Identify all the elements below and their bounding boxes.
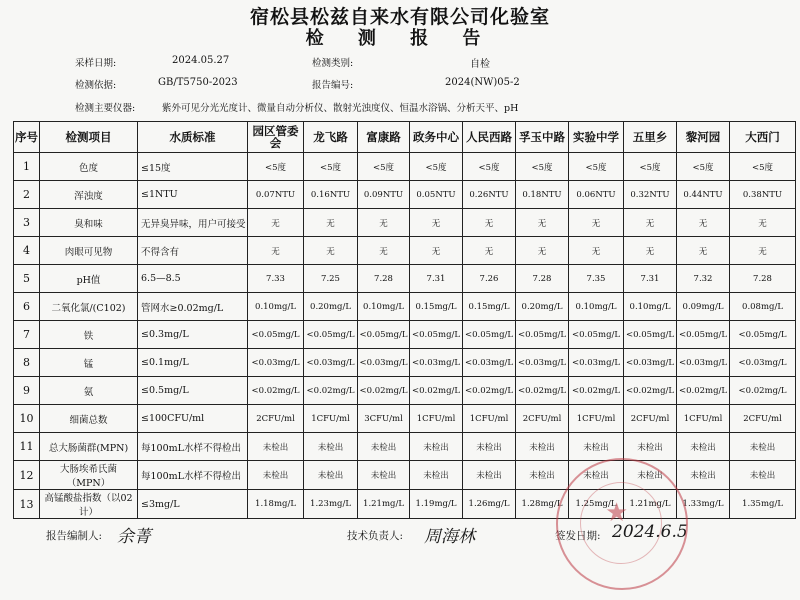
- column-header: 实验中学: [569, 122, 624, 153]
- result-cell: <0.02mg/L: [358, 377, 410, 405]
- test-item: 大肠埃希氏菌（MPN）: [40, 461, 138, 490]
- result-cell: <0.05mg/L: [358, 321, 410, 349]
- standard-value: 不得含有: [138, 237, 248, 265]
- result-cell: 7.26: [463, 265, 516, 293]
- table-row: [14, 209, 796, 237]
- result-cell: 无: [463, 209, 516, 237]
- result-cell: 7.28: [516, 265, 569, 293]
- table-row: [14, 293, 796, 321]
- row-number: 10: [14, 405, 40, 433]
- standard-value: 管网水≥0.02mg/L: [138, 293, 248, 321]
- result-cell: 1.21mg/L: [358, 490, 410, 519]
- result-cell: 1CFU/ml: [463, 405, 516, 433]
- result-cell: 7.25: [304, 265, 358, 293]
- result-cell: 1.35mg/L: [730, 490, 796, 519]
- test-item: 氨: [40, 377, 138, 405]
- standard-value: ≤0.3mg/L: [138, 321, 248, 349]
- results-table: [13, 121, 796, 519]
- report-no-label: 报告编号:: [312, 80, 354, 91]
- result-cell: 0.15mg/L: [463, 293, 516, 321]
- result-cell: 0.06NTU: [569, 181, 624, 209]
- result-cell: 1.25mg/L: [569, 490, 624, 519]
- result-cell: 未检出: [248, 461, 304, 490]
- result-cell: 无: [358, 237, 410, 265]
- result-cell: 未检出: [410, 433, 463, 461]
- test-item: 细菌总数: [40, 405, 138, 433]
- result-cell: 无: [358, 209, 410, 237]
- result-cell: <5度: [463, 153, 516, 181]
- instruments-label: 检测主要仪器:: [75, 103, 136, 114]
- basis-value: GB/T5750-2023: [158, 77, 238, 88]
- standard-value: 无异臭异味，用户可接受: [138, 209, 248, 237]
- column-header: 富康路: [358, 122, 410, 153]
- result-cell: <0.03mg/L: [248, 349, 304, 377]
- standard-value: ≤3mg/L: [138, 490, 248, 519]
- result-cell: <0.05mg/L: [410, 321, 463, 349]
- standard-value: 每100mL水样不得检出: [138, 433, 248, 461]
- result-cell: <0.03mg/L: [463, 349, 516, 377]
- report-no-value: 2024(NW)05-2: [445, 77, 520, 88]
- result-cell: <5度: [304, 153, 358, 181]
- result-cell: <0.03mg/L: [677, 349, 730, 377]
- row-number: 12: [14, 461, 40, 490]
- result-cell: 未检出: [624, 433, 677, 461]
- test-item: pH值: [40, 265, 138, 293]
- result-cell: 未检出: [304, 433, 358, 461]
- result-cell: 0.10mg/L: [358, 293, 410, 321]
- result-cell: 7.33: [248, 265, 304, 293]
- result-cell: 1.18mg/L: [248, 490, 304, 519]
- table-row: [14, 377, 796, 405]
- standard-value: ≤15度: [138, 153, 248, 181]
- result-cell: 未检出: [677, 461, 730, 490]
- result-cell: <0.03mg/L: [410, 349, 463, 377]
- row-number: 9: [14, 377, 40, 405]
- row-number: 11: [14, 433, 40, 461]
- standard-value: ≤0.1mg/L: [138, 349, 248, 377]
- result-cell: <0.02mg/L: [624, 377, 677, 405]
- result-cell: 无: [569, 209, 624, 237]
- official-seal: [556, 458, 688, 590]
- result-cell: <5度: [410, 153, 463, 181]
- result-cell: <0.05mg/L: [569, 321, 624, 349]
- result-cell: 1.21mg/L: [624, 490, 677, 519]
- result-cell: 未检出: [730, 433, 796, 461]
- result-cell: 未检出: [463, 461, 516, 490]
- table-row: [14, 321, 796, 349]
- result-cell: 未检出: [624, 461, 677, 490]
- row-number: 7: [14, 321, 40, 349]
- result-cell: <0.05mg/L: [730, 321, 796, 349]
- table-body: [14, 153, 796, 519]
- result-cell: <5度: [730, 153, 796, 181]
- result-cell: <0.03mg/L: [624, 349, 677, 377]
- result-cell: <0.02mg/L: [410, 377, 463, 405]
- result-cell: 2CFU/ml: [516, 405, 569, 433]
- result-cell: <0.03mg/L: [730, 349, 796, 377]
- result-cell: 0.38NTU: [730, 181, 796, 209]
- column-header: 五里乡: [624, 122, 677, 153]
- seal-star-icon: ★: [605, 498, 629, 528]
- result-cell: 未检出: [410, 461, 463, 490]
- table-row: [14, 349, 796, 377]
- result-cell: 无: [677, 237, 730, 265]
- test-type-value: 自检: [470, 59, 490, 70]
- result-cell: <0.02mg/L: [730, 377, 796, 405]
- result-cell: 0.08mg/L: [730, 293, 796, 321]
- result-cell: 无: [516, 237, 569, 265]
- standard-value: ≤1NTU: [138, 181, 248, 209]
- column-header: 序号: [14, 122, 40, 153]
- result-cell: 未检出: [358, 433, 410, 461]
- row-number: 8: [14, 349, 40, 377]
- result-cell: <0.02mg/L: [463, 377, 516, 405]
- compiler-label: 报告编制人:: [46, 530, 103, 542]
- result-cell: <0.02mg/L: [304, 377, 358, 405]
- test-item: 高锰酸盐指数（以02计）: [40, 490, 138, 519]
- result-cell: 无: [304, 209, 358, 237]
- basis-label: 检测依据:: [75, 80, 117, 91]
- issue-date-label: 签发日期:: [555, 530, 601, 542]
- table-row: [14, 405, 796, 433]
- result-cell: 无: [569, 237, 624, 265]
- column-header: 政务中心: [410, 122, 463, 153]
- result-cell: 未检出: [569, 433, 624, 461]
- result-cell: <0.03mg/L: [358, 349, 410, 377]
- result-cell: 未检出: [569, 461, 624, 490]
- issue-date-value: 2024.6.5: [612, 522, 688, 542]
- test-item: 臭和味: [40, 209, 138, 237]
- result-cell: 未检出: [677, 433, 730, 461]
- result-cell: 1CFU/ml: [304, 405, 358, 433]
- result-cell: 无: [410, 237, 463, 265]
- result-cell: 0.26NTU: [463, 181, 516, 209]
- test-item: 色度: [40, 153, 138, 181]
- standard-value: ≤0.5mg/L: [138, 377, 248, 405]
- result-cell: <0.03mg/L: [304, 349, 358, 377]
- result-cell: 1.23mg/L: [304, 490, 358, 519]
- row-number: 2: [14, 181, 40, 209]
- result-cell: <0.02mg/L: [516, 377, 569, 405]
- table-row: [14, 237, 796, 265]
- result-cell: 无: [410, 209, 463, 237]
- result-cell: <0.05mg/L: [248, 321, 304, 349]
- result-cell: 0.16NTU: [304, 181, 358, 209]
- result-cell: <5度: [248, 153, 304, 181]
- row-number: 13: [14, 490, 40, 519]
- result-cell: <0.05mg/L: [304, 321, 358, 349]
- result-cell: <0.05mg/L: [677, 321, 730, 349]
- result-cell: 0.07NTU: [248, 181, 304, 209]
- result-cell: 无: [516, 209, 569, 237]
- result-cell: <0.05mg/L: [624, 321, 677, 349]
- result-cell: <5度: [569, 153, 624, 181]
- test-item: 浑浊度: [40, 181, 138, 209]
- result-cell: <5度: [358, 153, 410, 181]
- compiler-signature: 余菁: [117, 527, 151, 547]
- result-cell: 0.44NTU: [677, 181, 730, 209]
- result-cell: 0.09NTU: [358, 181, 410, 209]
- result-cell: 未检出: [516, 461, 569, 490]
- standard-value: ≤100CFU/ml: [138, 405, 248, 433]
- standard-value: 每100mL水样不得检出: [138, 461, 248, 490]
- result-cell: 无: [730, 237, 796, 265]
- result-cell: 0.20mg/L: [516, 293, 569, 321]
- result-cell: 1.26mg/L: [463, 490, 516, 519]
- result-cell: 无: [677, 209, 730, 237]
- result-cell: 7.31: [410, 265, 463, 293]
- table-row: [14, 433, 796, 461]
- column-header: 检测项目: [40, 122, 138, 153]
- technical-signature: 周海林: [424, 527, 475, 547]
- column-header: 龙飞路: [304, 122, 358, 153]
- result-cell: 7.28: [730, 265, 796, 293]
- result-cell: 7.35: [569, 265, 624, 293]
- result-cell: 7.31: [624, 265, 677, 293]
- result-cell: 2CFU/ml: [248, 405, 304, 433]
- result-cell: 1CFU/ml: [569, 405, 624, 433]
- row-number: 1: [14, 153, 40, 181]
- result-cell: 1CFU/ml: [410, 405, 463, 433]
- result-cell: <0.02mg/L: [248, 377, 304, 405]
- result-cell: 未检出: [358, 461, 410, 490]
- result-cell: 2CFU/ml: [730, 405, 796, 433]
- sampling-date-value: 2024.05.27: [172, 55, 230, 66]
- result-cell: 7.32: [677, 265, 730, 293]
- result-cell: 无: [248, 209, 304, 237]
- result-cell: <0.05mg/L: [463, 321, 516, 349]
- result-cell: <0.03mg/L: [569, 349, 624, 377]
- result-cell: 无: [248, 237, 304, 265]
- result-cell: 未检出: [304, 461, 358, 490]
- row-number: 4: [14, 237, 40, 265]
- table-row: [14, 461, 796, 490]
- result-cell: <5度: [624, 153, 677, 181]
- column-header: 大西门: [730, 122, 796, 153]
- result-cell: <0.03mg/L: [516, 349, 569, 377]
- column-header: 水质标准: [138, 122, 248, 153]
- table-row: [14, 265, 796, 293]
- result-cell: 0.20mg/L: [304, 293, 358, 321]
- result-cell: 未检出: [248, 433, 304, 461]
- test-item: 二氧化氯/(C102): [40, 293, 138, 321]
- result-cell: 无: [624, 209, 677, 237]
- column-header: 园区管委会: [248, 122, 304, 153]
- result-cell: 0.05NTU: [410, 181, 463, 209]
- result-cell: 未检出: [730, 461, 796, 490]
- result-cell: <0.02mg/L: [569, 377, 624, 405]
- test-item: 铁: [40, 321, 138, 349]
- result-cell: <0.02mg/L: [677, 377, 730, 405]
- result-cell: 0.10mg/L: [624, 293, 677, 321]
- sampling-date-label: 采样日期:: [75, 58, 117, 69]
- column-header: 孚玉中路: [516, 122, 569, 153]
- result-cell: 0.09mg/L: [677, 293, 730, 321]
- table-row: [14, 181, 796, 209]
- table-header-row: [14, 122, 796, 153]
- result-cell: 1CFU/ml: [677, 405, 730, 433]
- result-cell: 0.18NTU: [516, 181, 569, 209]
- result-cell: 未检出: [516, 433, 569, 461]
- result-cell: <5度: [516, 153, 569, 181]
- company-title: 宿松县松兹自来水有限公司化验室: [249, 6, 550, 28]
- result-cell: 0.32NTU: [624, 181, 677, 209]
- result-cell: 0.10mg/L: [248, 293, 304, 321]
- result-cell: 2CFU/ml: [624, 405, 677, 433]
- result-cell: 0.10mg/L: [569, 293, 624, 321]
- result-cell: 0.15mg/L: [410, 293, 463, 321]
- instruments-value: 紫外可见分光光度计、微量自动分析仪、散射光浊度仪、恒温水浴锅、分析天平、pH: [162, 103, 519, 114]
- row-number: 5: [14, 265, 40, 293]
- result-cell: 7.28: [358, 265, 410, 293]
- test-item: 总大肠菌群(MPN): [40, 433, 138, 461]
- result-cell: 无: [304, 237, 358, 265]
- row-number: 3: [14, 209, 40, 237]
- row-number: 6: [14, 293, 40, 321]
- test-item: 肉眼可见物: [40, 237, 138, 265]
- column-header: 人民西路: [463, 122, 516, 153]
- result-cell: 未检出: [463, 433, 516, 461]
- standard-value: 6.5—8.5: [138, 265, 248, 293]
- technical-label: 技术负责人:: [347, 530, 404, 542]
- result-cell: 3CFU/ml: [358, 405, 410, 433]
- result-cell: <5度: [677, 153, 730, 181]
- result-cell: 无: [730, 209, 796, 237]
- report-title: 检 测 报 告: [305, 28, 495, 49]
- result-cell: 无: [624, 237, 677, 265]
- result-cell: 1.19mg/L: [410, 490, 463, 519]
- result-cell: 无: [463, 237, 516, 265]
- result-cell: <0.05mg/L: [516, 321, 569, 349]
- result-cell: 1.33mg/L: [677, 490, 730, 519]
- result-cell: 1.28mg/L: [516, 490, 569, 519]
- test-item: 锰: [40, 349, 138, 377]
- test-type-label: 检测类别:: [312, 58, 354, 69]
- table-row: [14, 153, 796, 181]
- column-header: 黎河园: [677, 122, 730, 153]
